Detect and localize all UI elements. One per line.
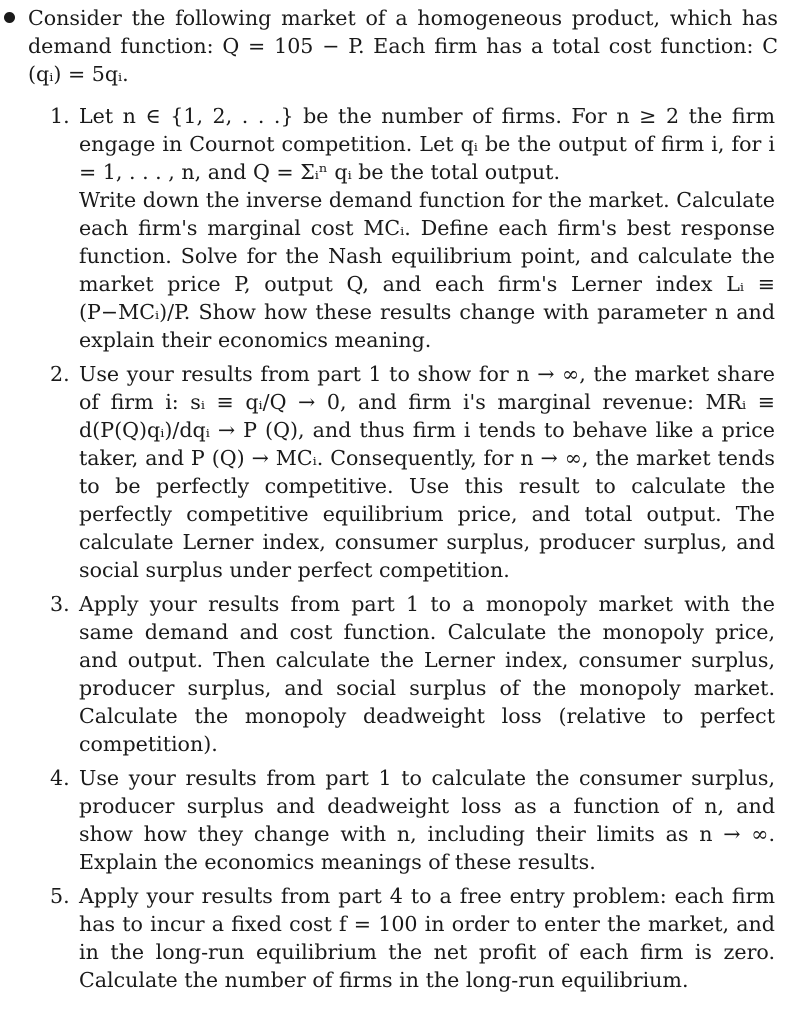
item-paragraph: Write down the inverse demand function for the market. Calculate each firm's marginal cost MCᵢ. Define each firm's best response function. Solve for the Nash equilibrium point, and calculate the market price P, output Q, and each firm's Lerner index Lᵢ ≡ (P−MCᵢ)/P. Show how these results change with parameter n and explain their economics meaning. bbox=[79, 188, 775, 352]
list-item bbox=[0, 360, 788, 584]
intro-text: Consider the following market of a homogeneous product, which has demand function: Q = 105 − P. Each firm has a total cost function: C (qᵢ) = 5qᵢ. bbox=[28, 6, 778, 86]
item-paragraph: Apply your results from part 4 to a free entry problem: each firm has to incur a fixed cost f = 100 in order to enter the market, and in the long-run equilibrium the net profit of each firm is zero. Calculate the number of firms in the long-run equilibrium. bbox=[79, 884, 775, 992]
question-list bbox=[0, 102, 788, 1000]
bullet-icon bbox=[4, 12, 15, 23]
intro-block bbox=[28, 4, 778, 88]
item-paragraph: Use your results from part 1 to show for n → ∞, the market share of firm i: sᵢ ≡ qᵢ/Q → 0, and firm i's marginal revenue: MRᵢ ≡ d(P(Q)qᵢ)/dqᵢ → P (Q), and thus firm i tends to behave like a price taker, and P (Q) → MCᵢ. Consequently, for n → ∞, the market tends to be perfectly competitive. Use this result to calculate the perfectly competitive equilibrium price, and total output. The calculate Lerner index, consumer surplus, producer surplus, and social surplus under perfect competition. bbox=[79, 362, 775, 582]
list-item bbox=[0, 764, 788, 876]
item-paragraph: Let n ∈ {1, 2, . . .} be the number of firms. For n ≥ 2 the firm engage in Cournot competition. Let qᵢ be the output of firm i, for i = 1, . . . , n, and Q = Σᵢⁿ qᵢ be the total output. bbox=[79, 104, 775, 184]
item-number: 4. bbox=[50, 766, 70, 790]
item-number: 2. bbox=[50, 362, 70, 386]
list-item bbox=[0, 882, 788, 994]
list-item bbox=[0, 102, 788, 354]
item-paragraph: Apply your results from part 1 to a monopoly market with the same demand and cost function. Calculate the monopoly price, and output. Then calculate the Lerner index, consumer surplus, producer surplus, and social surplus of the monopoly market. Calculate the monopoly deadweight loss (relative to perfect competition). bbox=[79, 592, 775, 756]
item-number: 1. bbox=[50, 104, 70, 128]
item-number: 5. bbox=[50, 884, 70, 908]
item-number: 3. bbox=[50, 592, 70, 616]
list-item bbox=[0, 590, 788, 758]
item-paragraph: Use your results from part 1 to calculate the consumer surplus, producer surplus and deadweight loss as a function of n, and show how they change with n, including their limits as n → ∞. Explain the economics meanings of these results. bbox=[79, 766, 775, 874]
